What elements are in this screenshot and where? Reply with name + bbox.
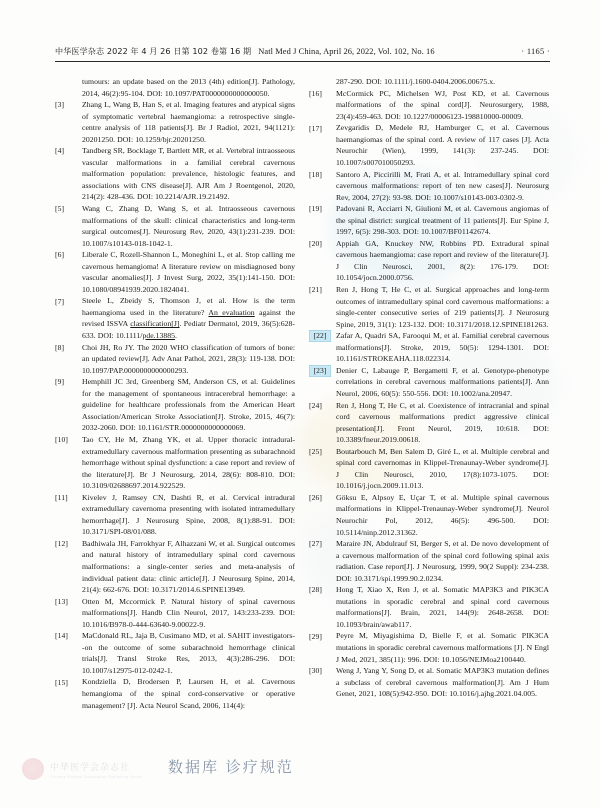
reference-entry	[55, 145, 295, 203]
reference-number: [25]	[309, 446, 323, 456]
reference-entry	[309, 584, 549, 630]
page-number: · 1165 ·	[521, 47, 550, 56]
reference-entry	[309, 203, 549, 238]
reference-number: [8]	[55, 342, 65, 352]
reference-text: Tandberg SR, Bocklage T, Bartlett MR, et al. Vertebral intraosseous vascular malformations in a familial cerebral cavernous malformation population: prevalence, histologic features, and associations with CNS disease[J]. AJR Am J Roentgenol, 2020, 214(2): 428-436. DOI: 10.2214/AJR.19.21492.	[82, 146, 295, 202]
reference-number: [9]	[55, 377, 65, 387]
reference-number: [20]	[309, 239, 323, 249]
reference-text-fragment: .	[175, 331, 177, 341]
reference-number: [11]	[55, 492, 68, 502]
underlined-text: An evaluation	[208, 307, 255, 317]
reference-entry	[55, 203, 295, 249]
reference-entry	[309, 665, 549, 700]
reference-text: Tao CY, He M, Zhang YK, et al. Upper thoracic intradural-extramedullary cavernous malformation presenting as subarachnoid hemorrhage without spinal dysfunction: a case report and review of the literature[J]. Br J Neurosurg, 2014, 28(6): 808-810. DOI: 10.3109/02688697.2014.922529.	[82, 434, 295, 491]
reference-entry	[309, 446, 549, 492]
reference-number: [14]	[55, 631, 69, 641]
reference-text: Hemphill JC 3rd, Greenberg SM, Anderson CS, et al. Guidelines for the management of spontaneous intracerebral hemorrhage: a guideline for healthcare professionals from the American Heart Association/American Stroke Association[J]. Stroke, 2015, 46(7): 2032-2060. DOI: 10.1161/STR.0000000000000069.	[82, 377, 295, 433]
reference-number: [18]	[309, 169, 323, 179]
reference-continuation	[309, 76, 549, 88]
reference-entry	[309, 238, 549, 284]
reference-text: tumours: an update based on the 2013 (4th) edition[J]. Pathology, 2014, 46(2):95-104. DOI: 10.1097/PAT0000000000000050.	[82, 77, 295, 98]
reference-continuation	[55, 76, 295, 99]
reference-number: [19]	[309, 204, 323, 214]
reference-text: Padovani R, Acciarri N, Giulioni M, et al. Cavernous angiomas of the spinal district: surgical treatment of 11 patients[J]. Eur Spine J, 1997, 6(5): 298-303. DOI: 10.1007/BF01142674.	[336, 204, 549, 237]
reference-entry	[55, 676, 295, 711]
reference-text: Choi JH, Ro JY. The 2020 WHO classification of tumors of bone: an updated review[J]. Adv Anat Pathol, 2021, 28(3): 119-138. DOI: 10.1097/PAP.0000000000000293.	[82, 342, 295, 375]
reference-number-highlighted: [23]	[309, 365, 331, 377]
reference-text: Zevgaridis D, Medele RJ, Hamburger C, et al. Cavernous haemangiomas of the spinal cord. A review of 117 cases [J]. Acta Neurochir (Wien), 1999, 141(3): 237-245. DOI: 10.1007/s007010050293.	[336, 123, 549, 168]
reference-text: Santoro A, Piccirilli M, Frati A, et al. Intramedullary spinal cord cavernous malformations: report of ten new cases[J]. Neurosurg Rev, 2004, 27(2): 93-98. DOI: 10.1007/s10143-003-0302-9.	[336, 169, 549, 202]
reference-text: Boutarbouch M, Ben Salem D, Giré L, et al. Multiple cerebral and spinal cord cavernomas in Klippel-Trenaunay-Weber syndrome[J]. J Clin Neurosci, 2010, 17(8):1073-1075. DOI: 10.1016/j.jocn.2009.11.013.	[336, 446, 549, 491]
reference-number-highlighted: [22]	[309, 330, 331, 342]
reference-text: Hong T, Xiao X, Ren J, et al. Somatic MAP3K3 and PIK3CA mutations in sporadic cerebral and spinal cord cavernous malformations[J]. Brain, 2021, 144(9): 2648-2658. DOI: 10.1093/brain/awab117.	[336, 585, 549, 629]
reference-number: [16]	[309, 88, 323, 98]
watermark-publisher-english: Chinese Medical Association Publishing House	[50, 774, 143, 779]
reference-entry	[55, 376, 295, 434]
left-column	[55, 76, 295, 776]
underlined-text: pde.13885	[142, 331, 176, 341]
journal-title-english: Natl Med J China, April 26, 2022, Vol. 102, No. 16	[258, 47, 435, 56]
reference-entry	[55, 538, 295, 596]
reference-entry	[309, 284, 549, 330]
reference-text: MaCdonald RL, Jaja B, Cusimano MD, et al. SAHIT investigators--on the outcome of some subarachnoid hemorrhage clinical trials[J]. Transl Stroke Res, 2013, 4(3):286-296. DOI: 10.1007/s12975-012-0242-1.	[82, 631, 295, 675]
reference-text: Maraire JN, Abdulrauf SI, Berger S, et al. De novo development of a cavernous malformation of the spinal cord following spinal axis radiation. Case report[J]. J Neurosurg, 1999, 90(2 Suppl): 234-238. DOI: 10.3171/spi.1999.90.2.0234.	[336, 539, 549, 583]
reference-text: Liberale C, Rozell-Shannon L, Moneghini L, et al. Stop calling me cavernous hemangioma! A literature review on misdiagnosed bony vascular anomalies[J]. J Invest Surg, 2022, 35(1):141-150. DOI: 10.1080/08941939.2020.1824041.	[82, 250, 295, 294]
reference-columns	[55, 76, 550, 776]
reference-text: Kivelev J, Ramsey CN, Dashti R, et al. Cervical intradural extramedullary cavernoma presenting with isolated intramedullary hemorrhage[J]. J Neurosurg Spine, 2008, 8(1):88-91. DOI: 10.3171/SPI-08/01/088.	[82, 492, 295, 537]
reference-text: Göksu E, Alpsoy E, Uçar T, et al. Multiple spinal cavernous malformations in Klippel-Trenaunay-Weber syndrome[J]. Neurol Neurochir Pol, 2012, 46(5): 496-500. DOI: 10.5114/ninp.2012.31362.	[336, 492, 549, 537]
watermark-publisher-chinese: 中华医学会杂志社	[50, 762, 131, 773]
reference-entry	[55, 295, 295, 341]
reference-entry	[309, 400, 549, 446]
reference-text	[82, 295, 295, 341]
reference-entry	[309, 630, 549, 665]
reference-text: Zafar A, Quadri SA, Farooqui M, et al. Familial cerebral cavernous malformations[J]. Stroke, 2019, 50(5): 1294-1301. DOI: 10.1161/STROKEAHA.118.022314.	[336, 331, 549, 364]
reference-number: [4]	[55, 146, 65, 156]
reference-number: [28]	[309, 585, 323, 595]
right-column	[309, 76, 549, 776]
reference-entry	[309, 122, 549, 168]
flower-logo-icon	[22, 758, 44, 780]
header-rule	[55, 61, 550, 62]
reference-number: [6]	[55, 250, 65, 260]
reference-text-fragment: Steele L, Zbeidy S, Thomson J, et al. How is the term haemangioma used in the literature?	[82, 296, 295, 317]
reference-number: [5]	[55, 204, 65, 214]
reference-number: [27]	[309, 539, 323, 549]
reference-entry	[309, 492, 549, 538]
reference-text-fragment: . Pediatr Dermatol, 2019, 36(5):628-633. DOI: 10.1111/	[82, 319, 295, 341]
reference-entry	[55, 630, 295, 676]
reference-number: [26]	[309, 493, 323, 503]
reference-number: [30]	[309, 666, 323, 676]
reference-text: McCormick PC, Michelsen WJ, Post KD, et al. Cavernous malformations of the spinal cord[J]. Neurosurgery, 1988, 23(4):459-463. DOI: 10.1227/00006123-198810000-00009.	[336, 88, 549, 121]
reference-entry	[309, 88, 549, 123]
reference-entry	[55, 434, 295, 492]
reference-text: Wang C, Zhang D, Wang S, et al. Intraosseous cavernous malformations of the skull: clinical characteristics and long-term surgical outcomes[J]. Neurosurg Rev, 2020, 43(1):231-239. DOI: 10.1007/s10143-018-1042-1.	[82, 204, 295, 248]
reference-text-fragment: against the revised ISSVA	[82, 307, 295, 329]
reference-number: [13]	[55, 596, 69, 606]
reference-entry	[55, 249, 295, 295]
reference-text: Otten M, Mccormick P. Natural history of spinal cavernous malformations[J]. Handb Clin Neurol, 2017, 143:233-239. DOI: 10.1016/B978-0-444-63640-9.00022-9.	[82, 596, 295, 629]
reference-entry	[55, 99, 295, 145]
reference-number: [29]	[309, 631, 323, 641]
reference-entry	[55, 492, 295, 538]
reference-number: [17]	[309, 123, 323, 133]
reference-entry	[309, 330, 549, 365]
reference-text: Appiah GA, Knuckey NW, Robbins PD. Extradural spinal cavernous haemangioma: case report and review of the literature[J]. J Clin Neurosci, 2001, 8(2): 176-179. DOI: 10.1054/jocn.2000.0756.	[336, 238, 549, 283]
reference-entry	[55, 596, 295, 631]
reference-text: Weng J, Yang Y, Song D, et al. Somatic MAP3K3 mutation defines a subclass of cerebral cavernous malformation[J]. Am J Hum Genet, 2021, 108(5):942-950. DOI: 10.1016/j.ajhg.2021.04.005.	[336, 666, 549, 699]
reference-entry	[55, 342, 295, 377]
reference-text: Peyre M, Miyagishima D, Bielle F, et al. Somatic PIK3CA mutations in sporadic cerebral cavernous malformations [J]. N Engl J Med, 2021, 385(11): 996. DOI: 10.1056/NEJMoa2100440.	[336, 631, 549, 664]
reference-number: [12]	[55, 539, 69, 549]
reference-text: Ren J, Hong T, He C, et al. Coexistence of intracranial and spinal cord cavernous malformations predict aggressive clinical presentation[J]. Front Neurol, 2019, 10:618. DOI: 10.3389/fneur.2019.00618.	[336, 400, 549, 445]
watermark-overlay-chinese: 数据库 诊疗规范	[168, 758, 294, 776]
running-head	[55, 46, 550, 57]
reference-entry	[309, 538, 549, 584]
reference-number: [21]	[309, 285, 323, 295]
reference-number: [24]	[309, 400, 323, 410]
reference-text: Zhang L, Wang B, Han S, et al. Imaging features and atypical signs of symptomatic vertebral haemangioma: a retrospective single-centre analysis of 118 patients[J]. Br J Radiol, 2021, 94(1121): 20201250. DOI: 10.1259/bjr.20201250.	[82, 100, 295, 144]
reference-number: [7]	[55, 296, 65, 306]
journal-title-chinese: 中华医学杂志 2022 年 4 月 26 日第 102 卷第 16 期	[55, 46, 252, 56]
reference-number: [15]	[55, 677, 69, 687]
reference-text: Badhiwala JH, Farrokhyar F, Alhazzani W, et al. Surgical outcomes and natural history of intramedullary spinal cord cavernous malformations: a single-center series and meta-analysis of individual patient data: clinic article[J]. J Neurosurg Spine, 2014, 21(4): 662-676. DOI: 10.3171/2014.6.SPINE13949.	[82, 538, 295, 595]
underlined-text: classification[J]	[130, 319, 180, 329]
reference-entry	[309, 169, 549, 204]
reference-text: Kondziella D, Brodersen P, Laursen H, et al. Cavernous hemangioma of the spinal cord-conservative or operative management? [J]. Acta Neurol Scand, 2006, 114(4):	[82, 677, 295, 710]
reference-number: [3]	[55, 100, 65, 110]
reference-text: Ren J, Hong T, He C, et al. Surgical approaches and long-term outcomes of intramedullary spinal cord cavernous malformations: a single-center consecutive series of 219 patients[J]. J Neurosurg Spine, 2019, 31(1): 123-132. DOI: 10.3171/2018.12.SPINE181263.	[336, 285, 549, 329]
reference-text: Denier C, Labauge P, Bergametti F, et al. Genotype-phenotype correlations in cerebral cavernous malformations patients[J]. Ann Neurol, 2006, 60(5): 550-556. DOI: 10.1002/ana.20947.	[336, 365, 549, 398]
reference-number: [10]	[55, 435, 69, 445]
reference-text: 287-290. DOI: 10.1111/j.1600-0404.2006.00675.x.	[336, 77, 496, 86]
running-head-left	[55, 46, 435, 57]
reference-entry	[309, 365, 549, 400]
